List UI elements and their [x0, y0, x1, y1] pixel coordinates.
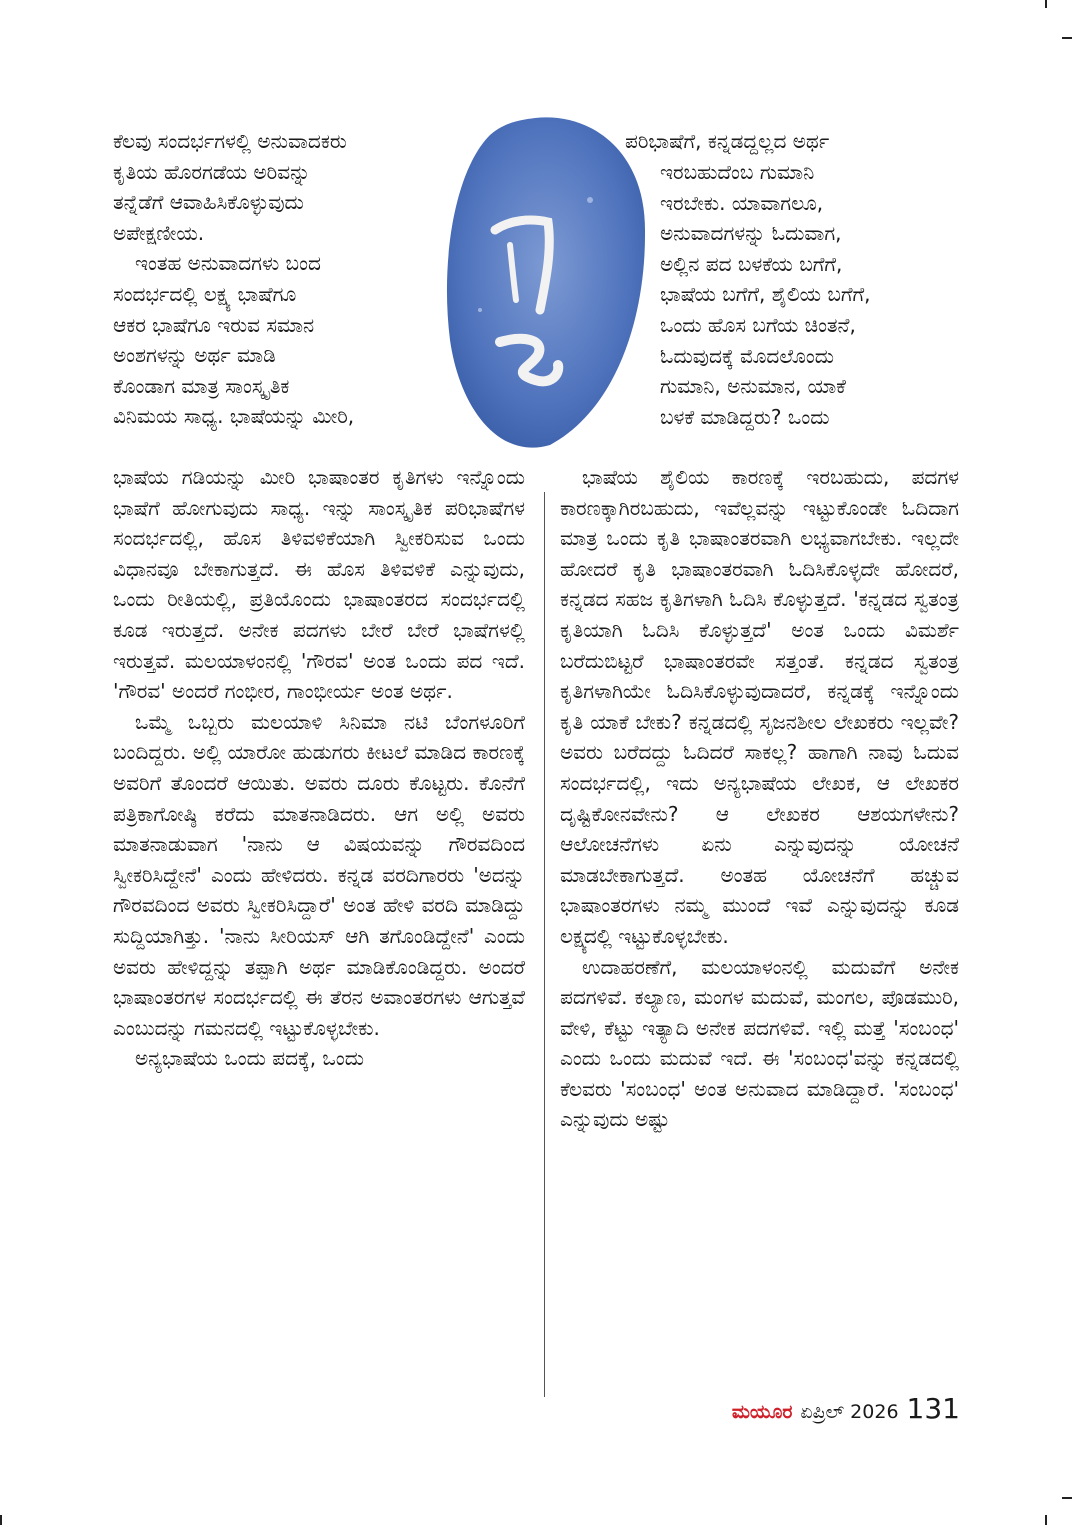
paragraph: ಅನ್ಯಭಾಷೆಯ ಒಂದು ಪದಕ್ಕೆ, ಒಂದು — [135, 1046, 364, 1071]
crop-mark — [1045, 0, 1047, 8]
text-line: ಬಳಕೆ ಮಾಡಿದ್ದರು? ಒಂದು — [660, 404, 830, 429]
left-column-top — [113, 126, 443, 432]
text-line: ಇರಬಹುದೆಂಬ ಗುಮಾನಿ — [660, 160, 815, 184]
crop-mark — [1045, 1515, 1047, 1525]
text-line: ಒಂದು ಹೊಸ ಬಗೆಯ ಚಿಂತನೆ, — [660, 312, 856, 337]
crop-mark — [0, 1515, 2, 1525]
crop-mark — [1062, 1497, 1072, 1499]
text-line: ಪರಿಭಾಷೆಗೆ, ಕನ್ನಡದ್ದಲ್ಲದ ಅರ್ಥ — [625, 129, 830, 153]
page-footer — [732, 1392, 960, 1425]
paragraph: ಭಾಷೆಯ ಶೈಲಿಯ ಕಾರಣಕ್ಕೆ ಇರಬಹುದು, ಪದಗಳ ಕಾರಣಕ್ಕಾಗಿರಬಹುದು, ಇವೆಲ್ಲವನ್ನು ಇಟ್ಟುಕೊಂಡೇ ಓದಿದಾಗ ಮಾತ್ರ ಒಂದು ಕೃತಿ ಭಾಷಾಂತರವಾಗಿ ಲಭ್ಯವಾಗಬೇಕು. ಇಲ್ಲದೇ ಹೋದರೆ ಕೃತಿ ಭಾಷಾಂತರವಾಗಿ ಓದಿಸಿಕೊಳ್ಳದೇ ಹೋದರೆ, ಕನ್ನಡದ ಸಹಜ ಕೃತಿಗಳಾಗಿ ಓದಿಸಿ ಕೊಳ್ಳುತ್ತದೆ. 'ಕನ್ನಡದ ಸ್ವತಂತ್ರ ಕೃತಿಯಾಗಿ ಓದಿಸಿ ಕೊಳ್ಳುತ್ತದೆ' ಅಂತ ಒಂದು ವಿಮರ್ಶೆ ಬರೆದುಬಿಟ್ಟರೆ ಭಾಷಾಂತರವೇ ಸತ್ತಂತೆ. ಕನ್ನಡದ ಸ್ವತಂತ್ರ ಕೃತಿಗಳಾಗಿಯೇ ಓದಿಸಿಕೊಳ್ಳುವುದಾದರೆ, ಕನ್ನಡಕ್ಕೆ ಇನ್ನೊಂದು ಕೃತಿ ಯಾಕೆ ಬೇಕು? ಕನ್ನಡದಲ್ಲಿ ಸೃಜನಶೀಲ ಲೇಖಕರು ಇಲ್ಲವೇ? ಅವರು ಬರೆದದ್ದು ಓದಿದರೆ ಸಾಕಲ್ಲ? ಹಾಗಾಗಿ ನಾವು ಓದುವ ಸಂದರ್ಭದಲ್ಲಿ, ಇದು ಅನ್ಯಭಾಷೆಯ ಲೇಖಕ, ಆ ಲೇಖಕರ ದೃಷ್ಟಿಕೋನವೇನು? ಆ ಲೇಖಕರ ಆಶಯಗಳೇನು? ಆಲೋಚನೆಗಳು ಏನು ಎನ್ನುವುದನ್ನು ಯೋಚನೆ ಮಾಡಬೇಕಾಗುತ್ತದೆ. ಅಂತಹ ಯೋಚನೆಗೆ ಹಚ್ಚುವ ಭಾಷಾಂತರಗಳು ನಮ್ಮ ಮುಂದೆ ಇವೆ ಎನ್ನುವುದನ್ನು ಕೂಡ ಲಕ್ಷ್ಯದಲ್ಲಿ ಇಟ್ಟುಕೊಳ್ಳಬೇಕು. — [560, 465, 959, 948]
left-column-body — [113, 462, 525, 1074]
text-line: ಕೆಲವು ಸಂದರ್ಭಗಳಲ್ಲಿ ಅನುವಾದಕರು — [113, 129, 347, 153]
paragraph: ಒಮ್ಮೆ ಒಬ್ಬರು ಮಲಯಾಳಿ ಸಿನಿಮಾ ನಟಿ ಬೆಂಗಳೂರಿಗೆ ಬಂದಿದ್ದರು. ಅಲ್ಲಿ ಯಾರೋ ಹುಡುಗರು ಕೀಟಲೆ ಮಾಡಿದ ಕಾರಣಕ್ಕೆ ಅವರಿಗೆ ತೊಂದರೆ ಆಯಿತು. ಅವರು ದೂರು ಕೊಟ್ಟರು. ಕೊನೆಗೆ ಪತ್ರಿಕಾಗೋಷ್ಠಿ ಕರೆದು ಮಾತನಾಡಿದರು. ಆಗ ಅಲ್ಲಿ ಅವರು ಮಾತನಾಡುವಾಗ 'ನಾನು ಆ ವಿಷಯವನ್ನು ಗೌರವದಿಂದ ಸ್ವೀಕರಿಸಿದ್ದೇನೆ' ಎಂದು ಹೇಳಿದರು. ಕನ್ನಡ ವರದಿಗಾರರು 'ಅದನ್ನು ಗೌರವದಿಂದ ಅವರು ಸ್ವೀಕರಿಸಿದ್ದಾರೆ' ಅಂತ ಹೇಳಿ ವರದಿ ಮಾಡಿದ್ದು ಸುದ್ದಿಯಾಗಿತ್ತು. 'ನಾನು ಸೀರಿಯಸ್ ಆಗಿ ತಗೊಂಡಿದ್ದೇನೆ' ಎಂದು ಅವರು ಹೇಳಿದ್ದನ್ನು ತಪ್ಪಾಗಿ ಅರ್ಥ ಮಾಡಿಕೊಂಡಿದ್ದರು. ಅಂದರೆ ಭಾಷಾಂತರಗಳ ಸಂದರ್ಭದಲ್ಲಿ ಈ ತೆರನ ಅವಾಂತರಗಳು ಆಗುತ್ತವೆ ಎಂಬುದನ್ನು ಗಮನದಲ್ಲಿ ಇಟ್ಟುಕೊಳ್ಳಬೇಕು. — [113, 709, 525, 1040]
text-line: ವಿನಿಮಯ ಸಾಧ್ಯ. ಭಾಷೆಯನ್ನು ಮೀರಿ, — [113, 404, 355, 429]
text-line: ತನ್ನೆಡೆಗೆ ಆವಾಹಿಸಿಕೊಳ್ಳುವುದು — [113, 190, 304, 215]
text-line: ಓದುವುದಕ್ಕೆ ಮೊದಲೊಂದು — [660, 343, 834, 368]
paragraph: ಉದಾಹರಣೆಗೆ, ಮಲಯಾಳಂನಲ್ಲಿ ಮದುವೆಗೆ ಅನೇಕ ಪದಗಳಿವೆ. ಕಲ್ಯಾಣ, ಮಂಗಳ ಮದುವೆ, ಮಂಗಲ, ಪೊಡಮುರಿ, ವೇಳಿ, ಕೆಟ್ಟು ಇತ್ಯಾದಿ ಅನೇಕ ಪದಗಳಿವೆ. ಇಲ್ಲಿ ಮತ್ತೆ 'ಸಂಬಂಧ' ಎಂದು ಒಂದು ಮದುವೆ ಇದೆ. ಈ 'ಸಂಬಂಧ'ವನ್ನು ಕನ್ನಡದಲ್ಲಿ ಕೆಲವರು 'ಸಂಬಂಧ' ಅಂತ ಅನುವಾದ ಮಾಡಿದ್ದಾರೆ. 'ಸಂಬಂಧ' ಎನ್ನುವುದು ಅಷ್ಟು — [560, 954, 959, 1132]
text-line: ಭಾಷೆಯ ಬಗೆಗೆ, ಶೈಲಿಯ ಬಗೆಗೆ, — [660, 282, 871, 307]
text-line: ಗುಮಾನಿ, ಅನುಮಾನ, ಯಾಕೆ — [660, 374, 846, 399]
text-line: ಅಲ್ಲಿನ ಪದ ಬಳಕೆಯ ಬಗೆಗೆ, — [660, 251, 843, 276]
column-divider — [544, 492, 545, 1397]
text-line: ಇರಬೇಕು. ಯಾವಾಗಲೂ, — [660, 190, 824, 215]
issue-date: ಏಪ್ರಿಲ್ 2026 — [800, 1401, 899, 1423]
text-line: ಕೃತಿಯ ಹೊರಗಡೆಯ ಅರಿವನ್ನು — [113, 159, 311, 184]
text-line: ಅನುವಾದಗಳನ್ನು ಓದುವಾಗ, — [660, 221, 842, 246]
right-column-top — [660, 157, 959, 432]
text-line: ಇಂತಹ ಅನುವಾದಗಳು ಬಂದ — [135, 251, 321, 276]
right-column-body — [560, 462, 959, 1135]
text-line: ಕೊಂಡಾಗ ಮಾತ್ರ ಸಾಂಸ್ಕೃತಿಕ — [113, 373, 290, 398]
page-number: 131 — [906, 1392, 960, 1425]
text-line: ಆಕರ ಭಾಷೆಗೂ ಇರುವ ಸಮಾನ — [113, 312, 315, 337]
paragraph: ಭಾಷೆಯ ಗಡಿಯನ್ನು ಮೀರಿ ಭಾಷಾಂತರ ಕೃತಿಗಳು ಇನ್ನೊಂದು ಭಾಷೆಗೆ ಹೋಗುವುದು ಸಾಧ್ಯ. ಇನ್ನು ಸಾಂಸ್ಕೃತಿಕ ಪರಿಭಾಷೆಗಳ ಸಂದರ್ಭದಲ್ಲಿ, ಹೊಸ ತಿಳಿವಳಿಕೆಯಾಗಿ ಸ್ವೀಕರಿಸುವ ಒಂದು ವಿಧಾನವೂ ಬೇಕಾಗುತ್ತದೆ. ಈ ಹೊಸ ತಿಳಿವಳಿಕೆ ಎನ್ನುವುದು, ಒಂದು ರೀತಿಯಲ್ಲಿ, ಪ್ರತಿಯೊಂದು ಭಾಷಾಂತರದ ಸಂದರ್ಭದಲ್ಲಿ ಕೂಡ ಇರುತ್ತದೆ. ಅನೇಕ ಪದಗಳು ಬೇರೆ ಬೇರೆ ಭಾಷೆಗಳಲ್ಲಿ ಇರುತ್ತವೆ. ಮಲಯಾಳಂನಲ್ಲಿ 'ಗೌರವ' ಅಂತ ಒಂದು ಪದ ಇದೆ. 'ಗೌರವ' ಅಂದರೆ ಗಂಭೀರ, ಗಾಂಭೀರ್ಯ ಅಂತ ಅರ್ಥ. — [113, 465, 525, 704]
text-line: ಅಂಶಗಳನ್ನು ಅರ್ಥ ಮಾಡಿ — [113, 343, 276, 368]
text-line: ಅಪೇಕ್ಷಣೀಯ. — [113, 220, 205, 245]
crop-mark — [1062, 37, 1072, 39]
right-column-first-line — [625, 126, 959, 157]
magazine-brand: ಮಯೂರ — [731, 1401, 793, 1423]
text-line: ಸಂದರ್ಭದಲ್ಲಿ ಲಕ್ಷ್ಯ ಭಾಷೆಗೂ — [113, 281, 297, 306]
blue-face-illustration — [440, 110, 650, 455]
